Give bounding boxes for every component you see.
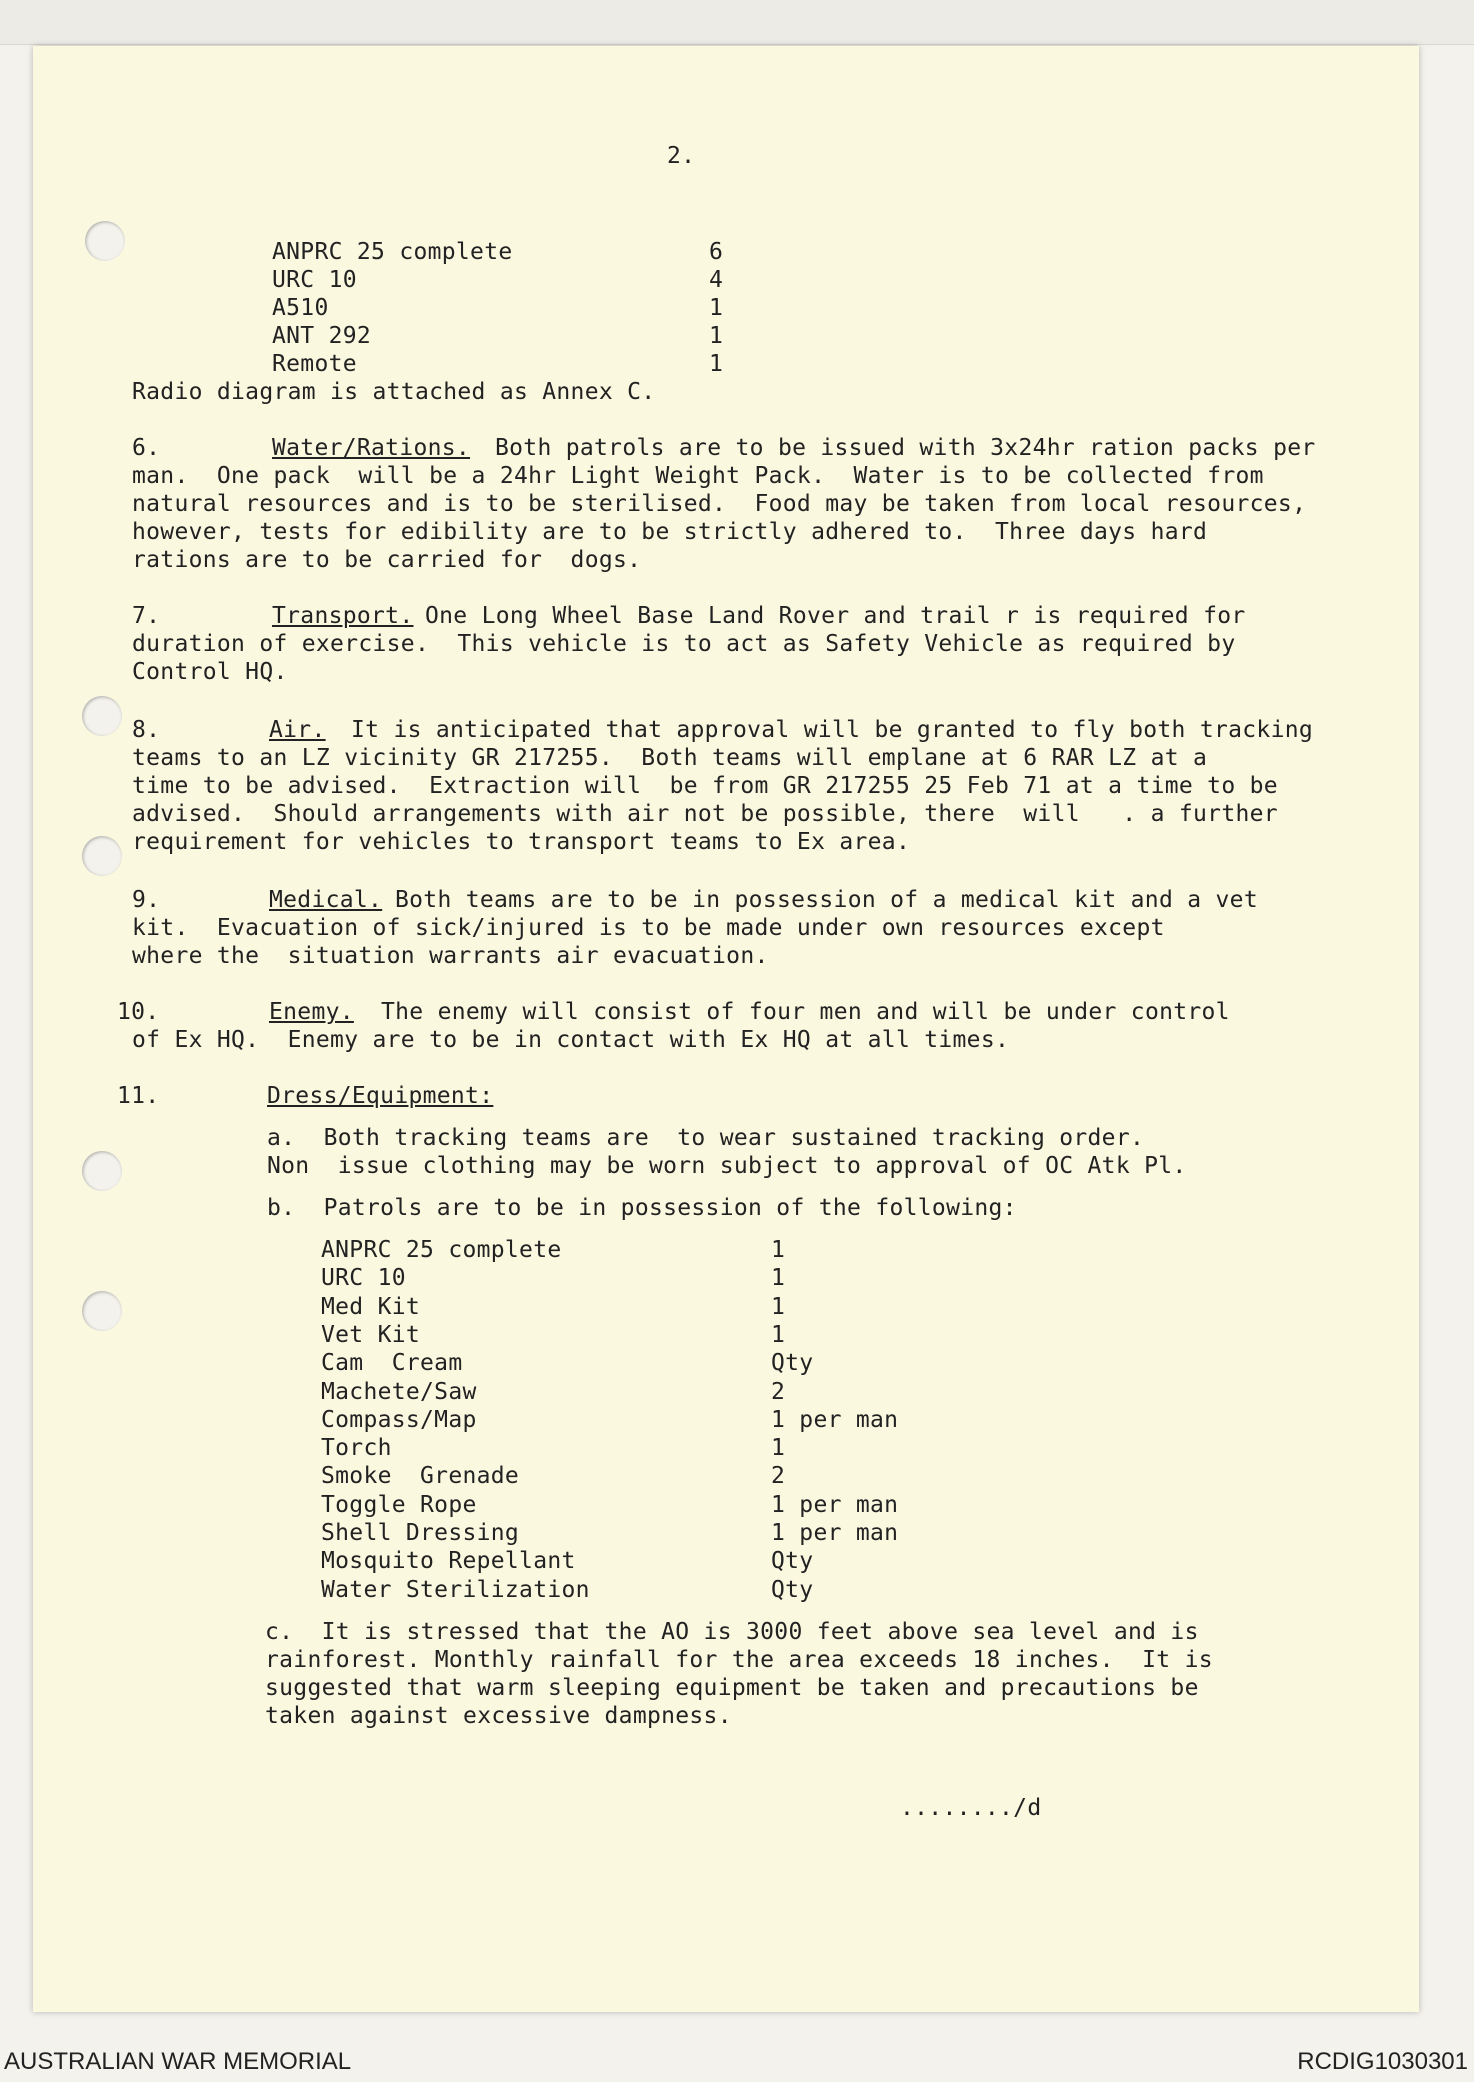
para-9-line: where the situation warrants air evacuation.	[132, 943, 769, 969]
para-6-line: Both patrols are to be issued with 3x24hr ration packs per	[495, 435, 1316, 461]
equipment-item: Cam Cream	[321, 1350, 463, 1377]
equipment-qty: 1 per man	[771, 1491, 899, 1518]
equipment-qty: 1 per man	[771, 1520, 899, 1546]
para-11b-line: b. Patrols are to be in possession of the following:	[267, 1195, 1017, 1221]
para-11c-line: rainforest. Monthly rainfall for the area exceeds 18 inches. It is	[265, 1647, 1213, 1673]
equipment-qty: 1	[771, 1435, 786, 1462]
page-number: 2.	[667, 143, 696, 169]
radio-qty: 4	[709, 267, 724, 293]
footer-id: RCDIG1030301	[1297, 2048, 1468, 2075]
punch-hole	[82, 696, 122, 736]
continuation-marker: ......../d	[900, 1795, 1042, 1821]
equipment-item: Mosquito Repellant	[321, 1548, 576, 1575]
para-6-line: man. One pack will be a 24hr Light Weight Pack. Water is to be collected from	[132, 463, 1264, 489]
para-7-number: 7.	[132, 603, 161, 629]
para-10-line: of Ex HQ. Enemy are to be in contact with Ex HQ at all times.	[132, 1027, 1010, 1053]
para-6-number: 6.	[132, 435, 161, 461]
para-9-heading: Medical.	[269, 887, 383, 913]
equipment-item: Water Sterilization	[321, 1576, 590, 1603]
para-11c-line: taken against excessive dampness.	[265, 1703, 732, 1729]
para-7-line: One Long Wheel Base Land Rover and trail r is required for	[425, 603, 1246, 629]
para-8-number: 8.	[132, 717, 161, 743]
para-7-line: duration of exercise. This vehicle is to act as Safety Vehicle as required by	[132, 631, 1236, 657]
para-6-heading: Water/Rations.	[272, 435, 471, 461]
equipment-qty: 1	[771, 1293, 786, 1320]
punch-hole	[85, 221, 125, 261]
punch-hole	[82, 1291, 122, 1331]
equipment-item: Smoke Grenade	[321, 1463, 520, 1490]
equipment-qty: 1	[771, 1265, 786, 1292]
radio-item: A510	[272, 295, 329, 321]
para-10-heading: Enemy.	[269, 999, 354, 1025]
equipment-qty: 2	[771, 1378, 786, 1405]
equipment-item: Compass/Map	[321, 1406, 477, 1433]
equipment-item: ANPRC 25 complete	[321, 1237, 562, 1263]
radio-item: ANPRC 25 complete	[272, 239, 513, 265]
para-9-number: 9.	[132, 887, 161, 913]
para-11c-line: c. It is stressed that the AO is 3000 feet above sea level and is	[265, 1619, 1199, 1645]
para-11a-line: a. Both tracking teams are to wear sustained tracking order.	[267, 1125, 1145, 1151]
equipment-item: Torch	[321, 1435, 392, 1462]
para-8-line: teams to an LZ vicinity GR 217255. Both teams will emplane at 6 RAR LZ at a	[132, 745, 1208, 771]
equipment-item: Toggle Rope	[321, 1491, 477, 1518]
para-8-line: advised. Should arrangements with air not be possible, there will . a further	[132, 801, 1278, 827]
equipment-qty: Qty	[771, 1350, 814, 1377]
equipment-qty: 1	[771, 1237, 786, 1263]
radio-qty: 1	[709, 295, 724, 321]
para-9-line: kit. Evacuation of sick/injured is to be made under own resources except	[132, 915, 1165, 941]
para-7-heading: Transport.	[272, 603, 414, 629]
footer-source: AUSTRALIAN WAR MEMORIAL	[4, 2048, 352, 2075]
para-8-line: time to be advised. Extraction will be from GR 217255 25 Feb 71 at a time to be	[132, 773, 1278, 799]
para-8-line: It is anticipated that approval will be granted to fly both tracking	[351, 717, 1314, 743]
para-6-line: natural resources and is to be sterilised. Food may be taken from local resources,	[132, 491, 1307, 517]
para-8-line: requirement for vehicles to transport teams to Ex area.	[132, 829, 911, 855]
para-8-heading: Air.	[269, 717, 326, 743]
para-9-line: Both teams are to be in possession of a medical kit and a vet	[395, 887, 1258, 913]
para-11a-line: Non issue clothing may be worn subject to approval of OC Atk Pl.	[267, 1153, 1187, 1179]
document-page	[33, 46, 1419, 2012]
equipment-item: Vet Kit	[321, 1321, 421, 1348]
radio-qty: 1	[709, 351, 724, 377]
para-10-line: The enemy will consist of four men and will be under control	[381, 999, 1230, 1025]
para-6-line: however, tests for edibility are to be strictly adhered to. Three days hard	[132, 519, 1208, 545]
equipment-qty: Qty	[771, 1576, 814, 1603]
radio-item: ANT 292	[272, 323, 372, 349]
equipment-item: URC 10	[321, 1265, 406, 1292]
radio-item: URC 10	[272, 267, 357, 293]
punch-hole	[82, 1151, 122, 1191]
para-11-heading: Dress/Equipment:	[267, 1083, 494, 1109]
equipment-qty: 1	[771, 1321, 786, 1348]
para-6-line: rations are to be carried for dogs.	[132, 547, 642, 573]
para-7-line: Control HQ.	[132, 659, 288, 685]
radio-note: Radio diagram is attached as Annex C.	[132, 379, 656, 405]
equipment-qty: Qty	[771, 1548, 814, 1575]
equipment-qty: 2	[771, 1463, 786, 1490]
equipment-qty: 1 per man	[771, 1406, 899, 1433]
equipment-item: Machete/Saw	[321, 1378, 477, 1405]
para-10-number: 10.	[117, 999, 160, 1025]
punch-hole	[82, 836, 122, 876]
radio-qty: 6	[709, 239, 724, 265]
radio-item: Remote	[272, 351, 357, 377]
equipment-item: Med Kit	[321, 1293, 421, 1320]
para-11c-line: suggested that warm sleeping equipment be taken and precautions be	[265, 1675, 1199, 1701]
scan-top-strip	[0, 0, 1474, 45]
radio-qty: 1	[709, 323, 724, 349]
equipment-item: Shell Dressing	[321, 1520, 520, 1546]
para-11-number: 11.	[117, 1083, 160, 1109]
